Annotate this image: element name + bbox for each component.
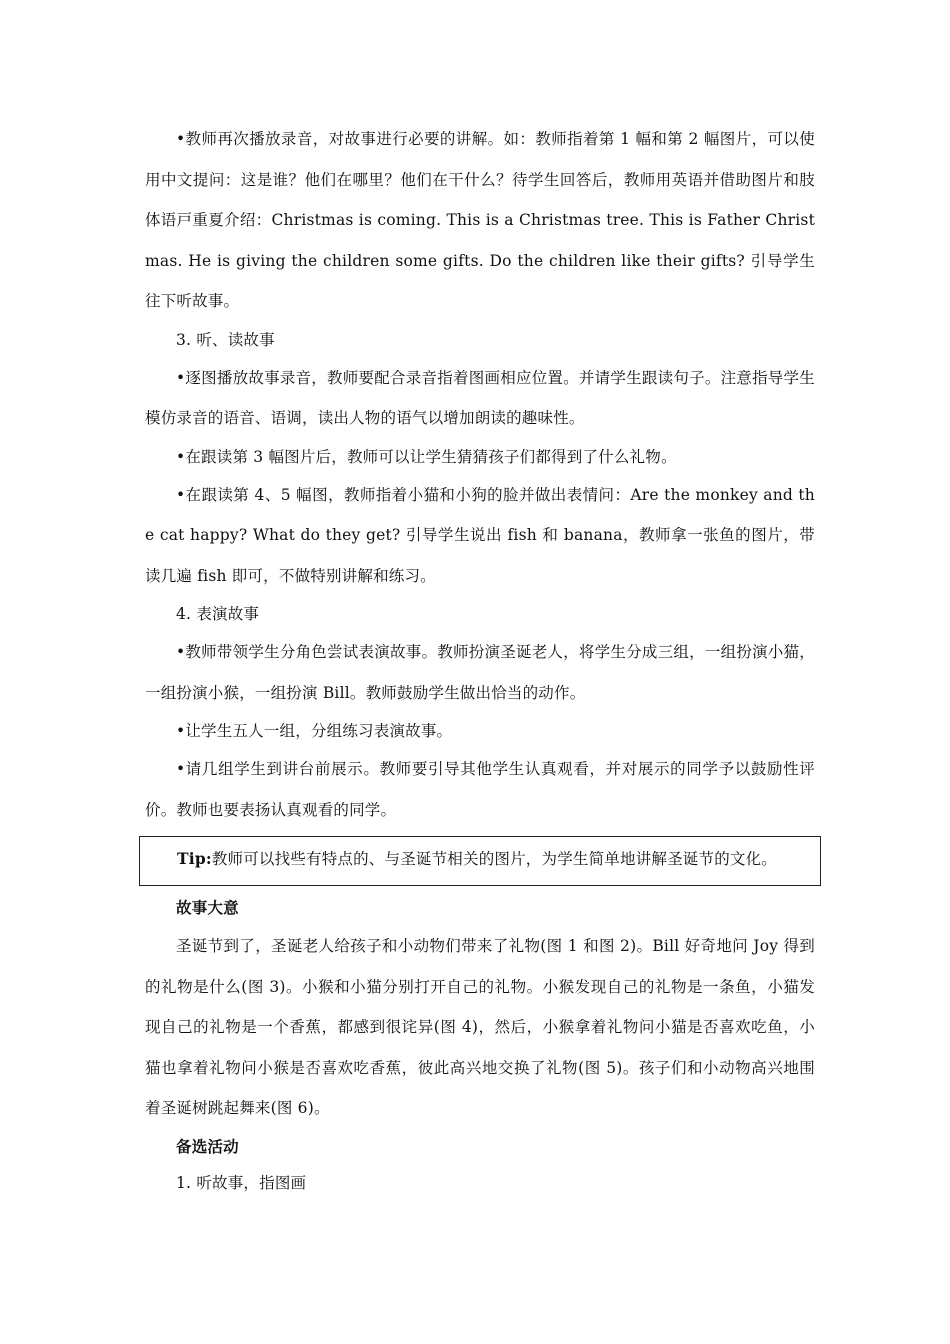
tip-text: 教师可以找些有特点的、与圣诞节相关的图片，为学生简单地讲解圣诞节的文化。 <box>211 850 777 868</box>
paragraph-role-play: •教师带领学生分角色尝试表演故事。教师扮演圣诞老人，将学生分成三组，一组扮演小猫，一组扮演小猴，一组扮演 Bill。教师鼓励学生做出恰当的动作。 <box>145 643 815 702</box>
paragraph-guess-gifts: •在跟读第 3 幅图片后，教师可以让学生猜猜孩子们都得到了什么礼物。 <box>176 447 677 466</box>
document-body <box>145 119 815 1201</box>
paragraph-teacher-replay: •教师再次播放录音，对故事进行必要的讲解。如：教师指着第 1 幅和第 2 幅图片，可以使用中文提问：这是谁？他们在哪里？他们在干什么？待学生回答后，教师用英语并借助图片和肢体语戸重夏介绍：Christmas is coming. This is a Christmas tree. This is Father Christmas. He is giving the children some gifts. Do the children like their gifts? 引导学生往下听故事。 <box>145 130 815 310</box>
optional-activity-1: 1. 听故事，指图画 <box>176 1173 307 1192</box>
optional-activities-heading: 备选活动 <box>176 1136 239 1156</box>
tip-label: Tip: <box>177 849 212 868</box>
paragraph-group-practice: •让学生五人一组，分组练习表演故事。 <box>176 722 453 740</box>
section-heading-perform: 4. 表演故事 <box>176 605 260 623</box>
story-summary-text: 圣诞节到了，圣诞老人给孩子和小动物们带来了礼物(图 1 和图 2)。Bill 好奇地问 Joy 得到的礼物是什么(图 3)。小猴和小猫分别打开自己的礼物。小猴发现自己的礼物是一条鱼，小猫发现自己的礼物是一个香蕉，都感到很诧异(图 4)，然后，小猴拿着礼物问小猫是否喜欢吃鱼，小猫也拿着礼物问小猴是否喜欢吃香蕉，彼此高兴地交换了礼物(图 5)。孩子们和小动物高兴地围着圣诞树跳起舞来(图 6)。 <box>145 937 815 1117</box>
paragraph-show-evaluate: •请几组学生到讲台前展示。教师要引导其他学生认真观看，并对展示的同学予以鼓励性评价。教师也要表扬认真观看的同学。 <box>145 760 815 819</box>
tip-box <box>139 836 821 886</box>
paragraph-play-recording: •逐图播放故事录音，教师要配合录音指着图画相应位置。并请学生跟读句子。注意指导学生模仿录音的语音、语调，读出人物的语气以增加朗读的趣味性。 <box>145 368 815 427</box>
story-summary-heading: 故事大意 <box>176 898 239 917</box>
section-heading-listen-read: 3. 听、读故事 <box>176 330 275 349</box>
paragraph-pictures-4-5: •在跟读第 4、5 幅图，教师指着小猫和小狗的脸并做出表情问：Are the monkey and the cat happy? What do they get? 引导学生说出 fish 和 banana，教师拿一张鱼的图片，带读几遍 fish 即可，不做特别讲解和练习。 <box>145 485 815 585</box>
tip-paragraph <box>146 839 814 879</box>
